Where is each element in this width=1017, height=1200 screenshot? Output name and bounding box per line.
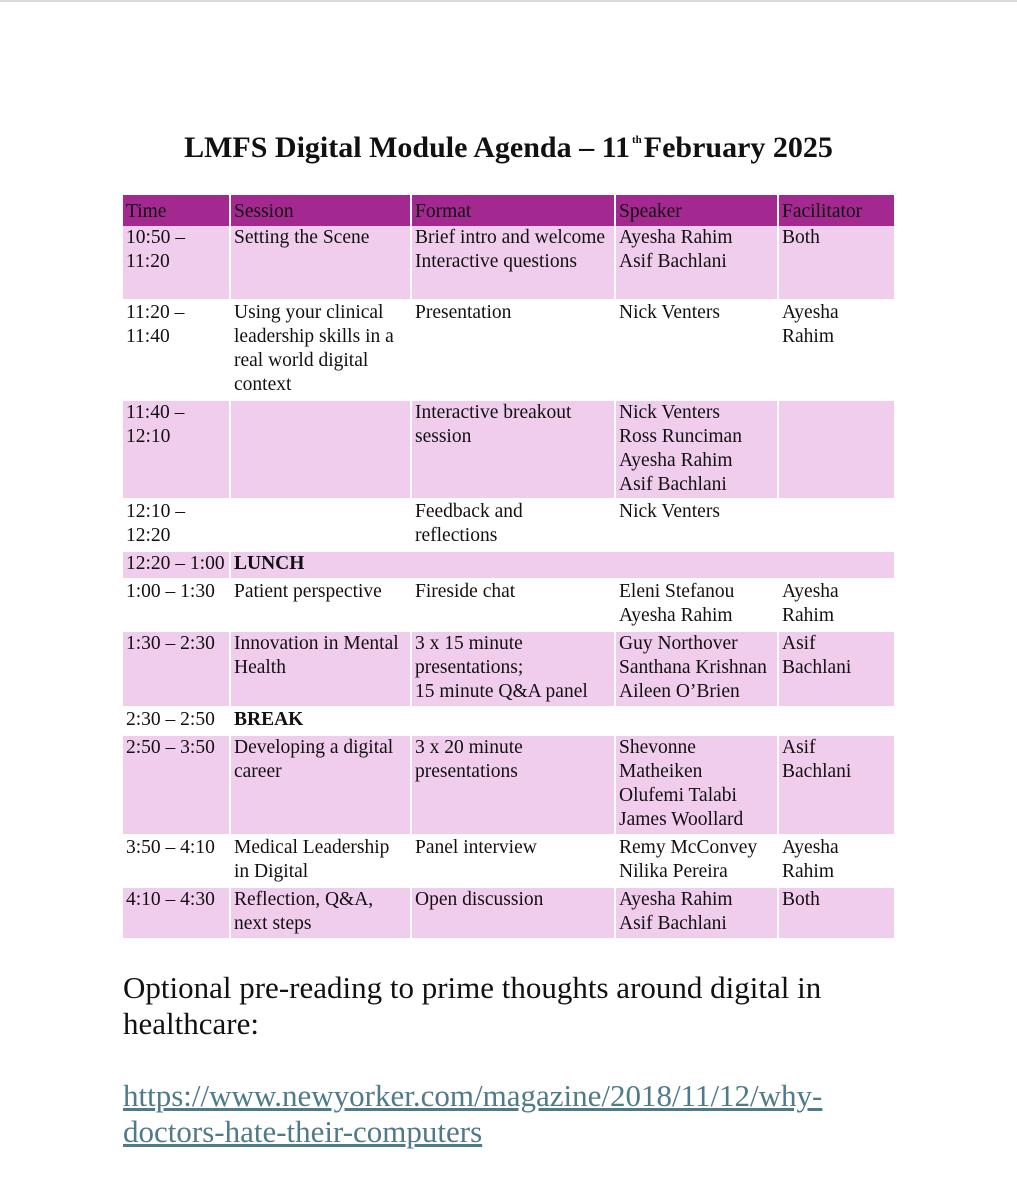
time-cell: 2:50 – 3:50 — [123, 735, 230, 835]
facilitator-cell — [778, 400, 894, 499]
session-cell: Innovation in Mental Health — [230, 631, 411, 707]
session-cell — [230, 400, 411, 499]
facilitator-cell: Ayesha Rahim — [778, 579, 894, 631]
speaker-cell: Nick Venters — [615, 499, 778, 551]
page-title: LMFS Digital Module Agenda – 11 $^{th}$February 2025 — [184, 131, 833, 164]
table-row — [123, 579, 894, 631]
pre-reading-link[interactable] — [123, 1078, 903, 1150]
session-cell — [230, 499, 411, 551]
table-row — [123, 835, 894, 887]
facilitator-cell: Asif Bachlani — [778, 735, 894, 835]
speaker-cell: Ayesha Rahim Asif Bachlani — [615, 887, 778, 939]
time-cell: 1:30 – 2:30 — [123, 631, 230, 707]
link-line-1[interactable]: https://www.newyorker.com/magazine/2018/11/12/why- — [123, 1078, 823, 1113]
session-cell: Developing a digital career — [230, 735, 411, 835]
session-cell: Medical Leadership in Digital — [230, 835, 411, 887]
time-cell: 2:30 – 2:50 — [123, 707, 230, 735]
pre-reading-text: Optional pre-reading to prime thoughts around digital in healthcare: — [123, 970, 822, 1041]
speaker-cell: Guy Northover Santhana Krishnan Aileen O’Brien — [615, 631, 778, 707]
format-cell: Brief intro and welcome Interactive questions — [411, 226, 615, 300]
column-header-format: Format — [411, 195, 615, 226]
time-cell: 4:10 – 4:30 — [123, 887, 230, 939]
format-cell: Open discussion — [411, 887, 615, 939]
table-row-lunch — [123, 551, 894, 579]
facilitator-cell: Both — [778, 226, 894, 300]
top-divider — [0, 0, 1017, 2]
speaker-cell: Nick Venters Ross Runciman Ayesha Rahim Asif Bachlani — [615, 400, 778, 499]
time-cell: 12:10 – 12:20 — [123, 499, 230, 551]
format-cell: 3 x 15 minute presentations; 15 minute Q&A panel — [411, 631, 615, 707]
facilitator-cell — [778, 499, 894, 551]
table-row — [123, 400, 894, 499]
break-banner: BREAK — [230, 707, 894, 735]
table-row — [123, 631, 894, 707]
speaker-cell: Nick Venters — [615, 300, 778, 400]
table-row — [123, 887, 894, 939]
speaker-cell: Ayesha Rahim Asif Bachlani — [615, 226, 778, 300]
facilitator-cell: Asif Bachlani — [778, 631, 894, 707]
facilitator-cell: Both — [778, 887, 894, 939]
format-cell: Feedback and reflections — [411, 499, 615, 551]
lunch-banner: LUNCH — [230, 551, 894, 579]
facilitator-cell: Ayesha Rahim — [778, 835, 894, 887]
table-row — [123, 499, 894, 551]
column-header-speaker: Speaker — [615, 195, 778, 226]
column-header-session: Session — [230, 195, 411, 226]
session-cell: Reflection, Q&A, next steps — [230, 887, 411, 939]
format-cell: Fireside chat — [411, 579, 615, 631]
session-cell: Patient perspective — [230, 579, 411, 631]
time-cell: 3:50 – 4:10 — [123, 835, 230, 887]
table-row — [123, 226, 894, 300]
link-line-2[interactable]: doctors-hate-their-computers — [123, 1114, 483, 1149]
time-cell: 11:20 – 11:40 — [123, 300, 230, 400]
format-cell: Interactive breakout session — [411, 400, 615, 499]
time-cell: 1:00 – 1:30 — [123, 579, 230, 631]
format-cell: Panel interview — [411, 835, 615, 887]
speaker-cell: Eleni Stefanou Ayesha Rahim — [615, 579, 778, 631]
agenda-table — [123, 195, 894, 940]
table-row — [123, 735, 894, 835]
facilitator-cell: Ayesha Rahim — [778, 300, 894, 400]
time-cell: 10:50 – 11:20 — [123, 226, 230, 300]
table-row-break — [123, 707, 894, 735]
speaker-cell: Remy McConvey Nilika Pereira — [615, 835, 778, 887]
time-cell: 12:20 – 1:00 — [123, 551, 230, 579]
format-cell: 3 x 20 minute presentations — [411, 735, 615, 835]
session-cell: Setting the Scene — [230, 226, 411, 300]
format-cell: Presentation — [411, 300, 615, 400]
column-header-time: Time — [123, 195, 230, 226]
table-row — [123, 300, 894, 400]
session-cell: Using your clinical leadership skills in a real world digital context — [230, 300, 411, 400]
table-header-row — [123, 195, 894, 226]
speaker-cell: Shevonne Matheiken Olufemi Talabi James Woollard — [615, 735, 778, 835]
time-cell: 11:40 – 12:10 — [123, 400, 230, 499]
column-header-facilitator: Facilitator — [778, 195, 894, 226]
